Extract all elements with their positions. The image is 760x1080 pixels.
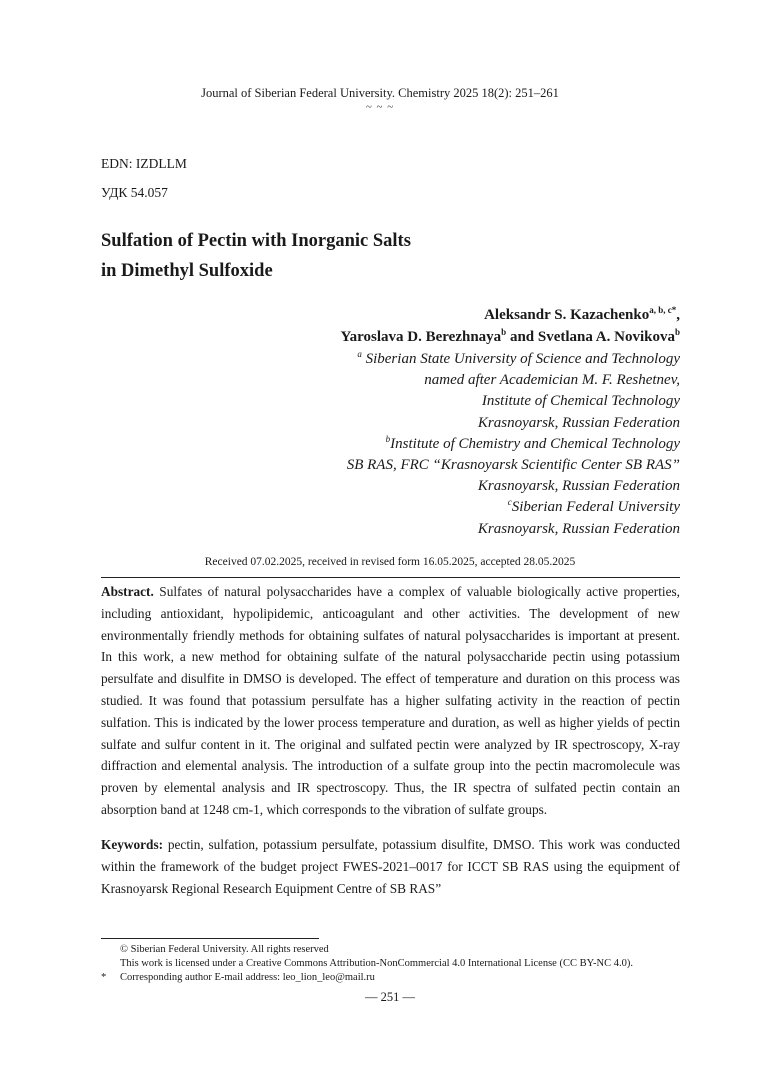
affiliation-b-line-2: SB RAS, FRC “Krasnoyarsk Scientific Center SB RAS”	[346, 457, 680, 474]
page-number: — 251 —	[365, 990, 415, 1004]
keywords	[101, 834, 680, 899]
affiliation-b-text: Institute of Chemistry and Chemical Technology	[390, 435, 680, 452]
journal-citation: Journal of Siberian Federal University. Chemistry 2025 18(2): 251–261	[201, 86, 559, 100]
abstract	[101, 581, 680, 821]
abstract-divider	[101, 577, 680, 578]
affiliation-a-text: Siberian State University of Science and Technology	[361, 351, 680, 367]
affiliation-a-line-1	[347, 349, 680, 370]
affiliation-b-line-1	[347, 434, 680, 455]
title-line-2: in Dimethyl Sulfoxide	[101, 261, 273, 281]
keywords-label: Keywords:	[101, 837, 164, 852]
affiliation-c-text: Siberian Federal University	[511, 499, 680, 516]
footnote-asterisk: *	[101, 972, 107, 983]
author-list	[340, 304, 680, 348]
paper-title	[101, 226, 661, 286]
affiliation-b-mark: b	[385, 433, 391, 444]
footnote-corresponding-text: Corresponding author E-mail address: leo_lion_leo@mail.ru	[120, 972, 375, 983]
author-and: and	[506, 329, 538, 345]
author-line-1	[340, 304, 680, 326]
received-dates: Received 07.02.2025, received in revised form 16.05.2025, accepted 28.05.2025	[204, 556, 576, 568]
affiliation-a-mark: a	[357, 349, 362, 359]
footnote-license: This work is licensed under a Creative Commons Attribution-NonCommercial 4.0 International License (CC BY-NC 4.0).	[120, 958, 633, 969]
affiliation-b-line-3: Krasnoyarsk, Russian Federation	[477, 478, 680, 495]
header-ornament: ~ ~ ~	[365, 101, 395, 113]
footnote-corresponding	[101, 971, 701, 984]
affiliation-list	[347, 349, 680, 540]
title-line-1: Sulfation of Pectin with Inorganic Salts	[101, 231, 411, 251]
affiliation-a-line-2: named after Academician M. F. Reshetnev,	[424, 372, 680, 389]
affiliation-a-line-3: Institute of Chemical Technology	[481, 393, 680, 410]
affiliation-c-line-1	[347, 497, 680, 518]
author-berezhnaya-affil: b	[501, 327, 507, 337]
affiliation-a-line-4: Krasnoyarsk, Russian Federation	[477, 414, 680, 431]
affiliation-c-line-2: Krasnoyarsk, Russian Federation	[477, 520, 680, 537]
abstract-text: Sulfates of natural polysaccharides have a complex of valuable biologically active properties, including antioxidant, hypolipidemic, anticoagulant and other activities. The development of new environmentally friendly methods for obtaining sulfates of natural polysaccharides is important at present. In this work, a new method for obtaining sulfate of the natural polysaccharide pectin using potassium persulfate and disulfite in DMSO is developed. The effect of temperature and duration on this process was studied. It was found that potassium persulfate has a higher sulfating activity in the reaction of pectin sulfation. This is indicated by the lower process temperature and duration, as well as higher yields of pectin sulfate and sulfur content in it. The original and sulfated pectin were analyzed by IR spectroscopy, X-ray diffraction and elemental analysis. The introduction of a sulfate group into the pectin macromolecule was proven by elemental analysis and IR spectroscopy. Thus, the IR spectra of sulfated pectin contain an absorption band at 1248 cm-1, which corresponds to the vibration of sulfate groups.	[101, 584, 680, 817]
author-kazachenko: Aleksandr S. Kazachenko	[484, 307, 650, 323]
author-separator: ,	[676, 307, 680, 323]
author-line-2	[340, 326, 680, 348]
footnote-divider	[101, 938, 319, 939]
edn-identifier: EDN: IZDLLM	[101, 156, 187, 171]
udk-identifier: УДК 54.057	[101, 185, 168, 200]
author-kazachenko-affil: a, b, c*	[649, 305, 677, 315]
abstract-label: Abstract.	[101, 584, 154, 599]
affiliation-c-mark: c	[507, 497, 512, 508]
footnote-copyright: © Siberian Federal University. All rights reserved	[120, 944, 329, 955]
keywords-text: pectin, sulfation, potassium persulfate, potassium disulfite, DMSO. This work was conducted within the framework of the budget project FWES-2021–0017 for ICCT SB RAS using the equipment of Krasnoyarsk Regional Research Equipment Centre of SB RAS”	[101, 837, 681, 896]
author-berezhnaya: Yaroslava D. Berezhnaya	[340, 329, 502, 345]
author-novikova-affil: b	[674, 327, 680, 337]
author-novikova: Svetlana A. Novikova	[537, 329, 675, 345]
